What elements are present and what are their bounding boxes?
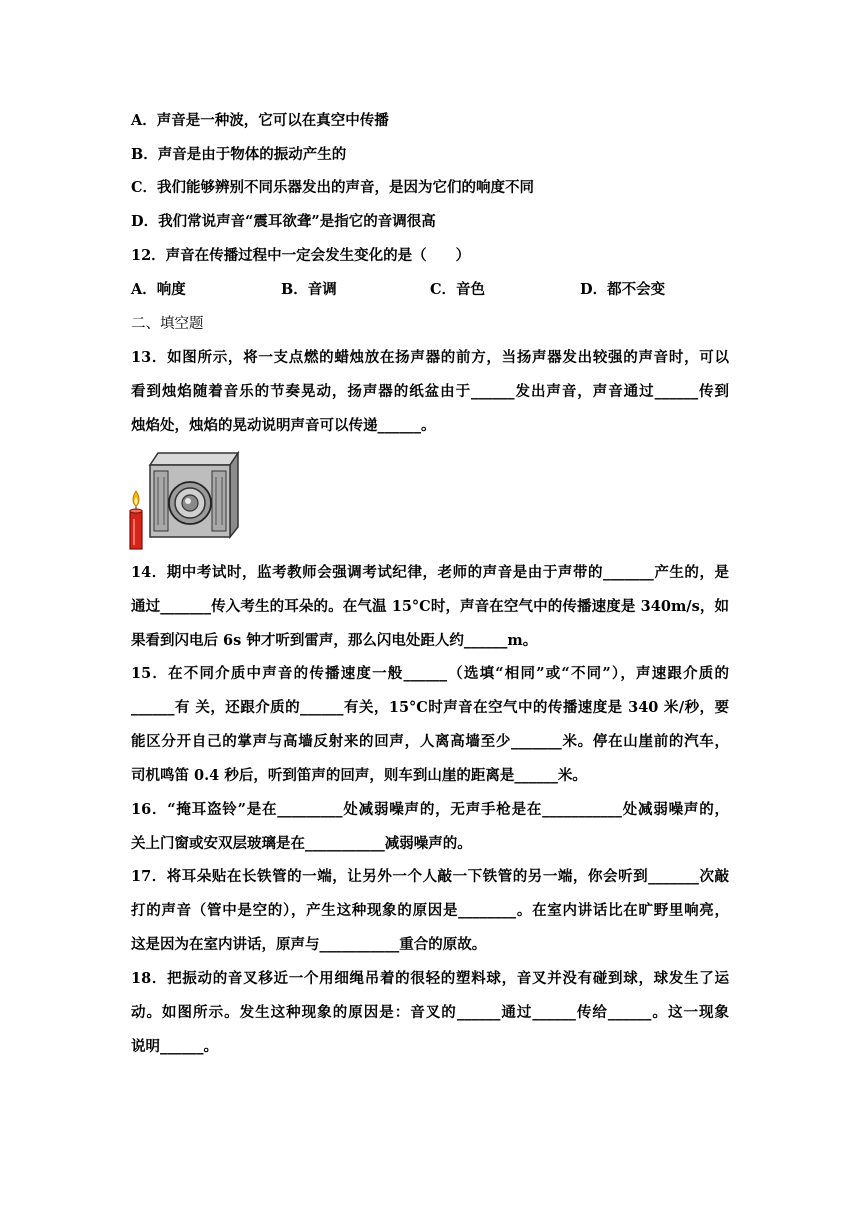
section-title: 二、填空题 [131,316,204,332]
q11-option-d: D．我们常说声音“震耳欲聋”是指它的音调很高 [131,213,436,230]
q18-line-2: 动。如图所示。发生这种现象的原因是：音叉的______通过______传给______。这一现象 [131,1004,729,1021]
q13-line-2: 看到烛焰随着音乐的节奏晃动，扬声器的纸盆由于______发出声音，声音通过______传到 [131,383,729,400]
q12-option-c: C．音色 [430,281,486,298]
q17-line-3: 这是因为在室内讲话，原声与___________重合的原故。 [131,936,487,953]
q13-line-3: 烛焰处，烛焰的晃动说明声音可以传递______。 [131,417,436,434]
q12-option-b: B．音调 [281,281,337,298]
q11-option-b: B．声音是由于物体的振动产生的 [131,146,347,163]
q12-stem: 12．声音在传播过程中一定会发生变化的是（ ） [131,247,471,264]
q15-line-1: 15．在不同介质中声音的传播速度一般______（选填“相同”或“不同”），声速跟介质的 [131,665,729,682]
q11-option-c: C．我们能够辨别不同乐器发出的声音，是因为它们的响度不同 [131,179,535,196]
q12-option-a: A．响度 [131,281,186,298]
q14-line-1: 14．期中考试时，监考教师会强调考试纪律，老师的声音是由于声带的_______产生的，是 [131,564,729,581]
q14-line-2: 通过_______传入考生的耳朵的。在气温 15°C时，声音在空气中的传播速度是 340m/s，如 [131,598,729,615]
q15-line-3: 能区分开自己的掌声与高墙反射来的回声，人离高墙至少_______米。停在山崖前的汽车， [131,733,729,750]
q15-line-4: 司机鸣笛 0.4 秒后，听到笛声的回声，则车到山崖的距离是______米。 [131,767,587,784]
q17-line-2: 打的声音（管中是空的），产生这种现象的原因是________。在室内讲话比在旷野里响亮， [131,902,729,919]
q18-line-3: 说明______。 [131,1038,218,1055]
q13-line-1: 13．如图所示，将一支点燃的蜡烛放在扬声器的前方，当扬声器发出较强的声音时，可以 [131,349,729,366]
q16-line-2: 关上门窗或安双层玻璃是在___________减弱噪声的。 [131,835,472,852]
speaker-and-candle-illustration [128,447,240,551]
q18-line-1: 18．把振动的音叉移近一个用细绳吊着的很轻的塑料球，音叉并没有碰到球，球发生了运 [131,970,729,987]
q12-option-d: D．都不会变 [580,281,666,298]
q17-line-1: 17．将耳朵贴在长铁管的一端，让另外一个人敲一下铁管的另一端，你会听到_______次敲 [131,868,729,885]
q14-line-3: 果看到闪电后 6s 钟才听到雷声，那么闪电处距人约______m。 [131,632,538,649]
q16-line-1: 16．“掩耳盗铃”是在_________处减弱噪声的，无声手枪是在___________处减弱噪声的， [131,801,729,818]
q11-option-a: A．声音是一种波，它可以在真空中传播 [131,112,389,129]
q15-line-2: ______有 关，还跟介质的______有关，15°C时声音在空气中的传播速度是 340 米/秒，要 [131,699,729,716]
